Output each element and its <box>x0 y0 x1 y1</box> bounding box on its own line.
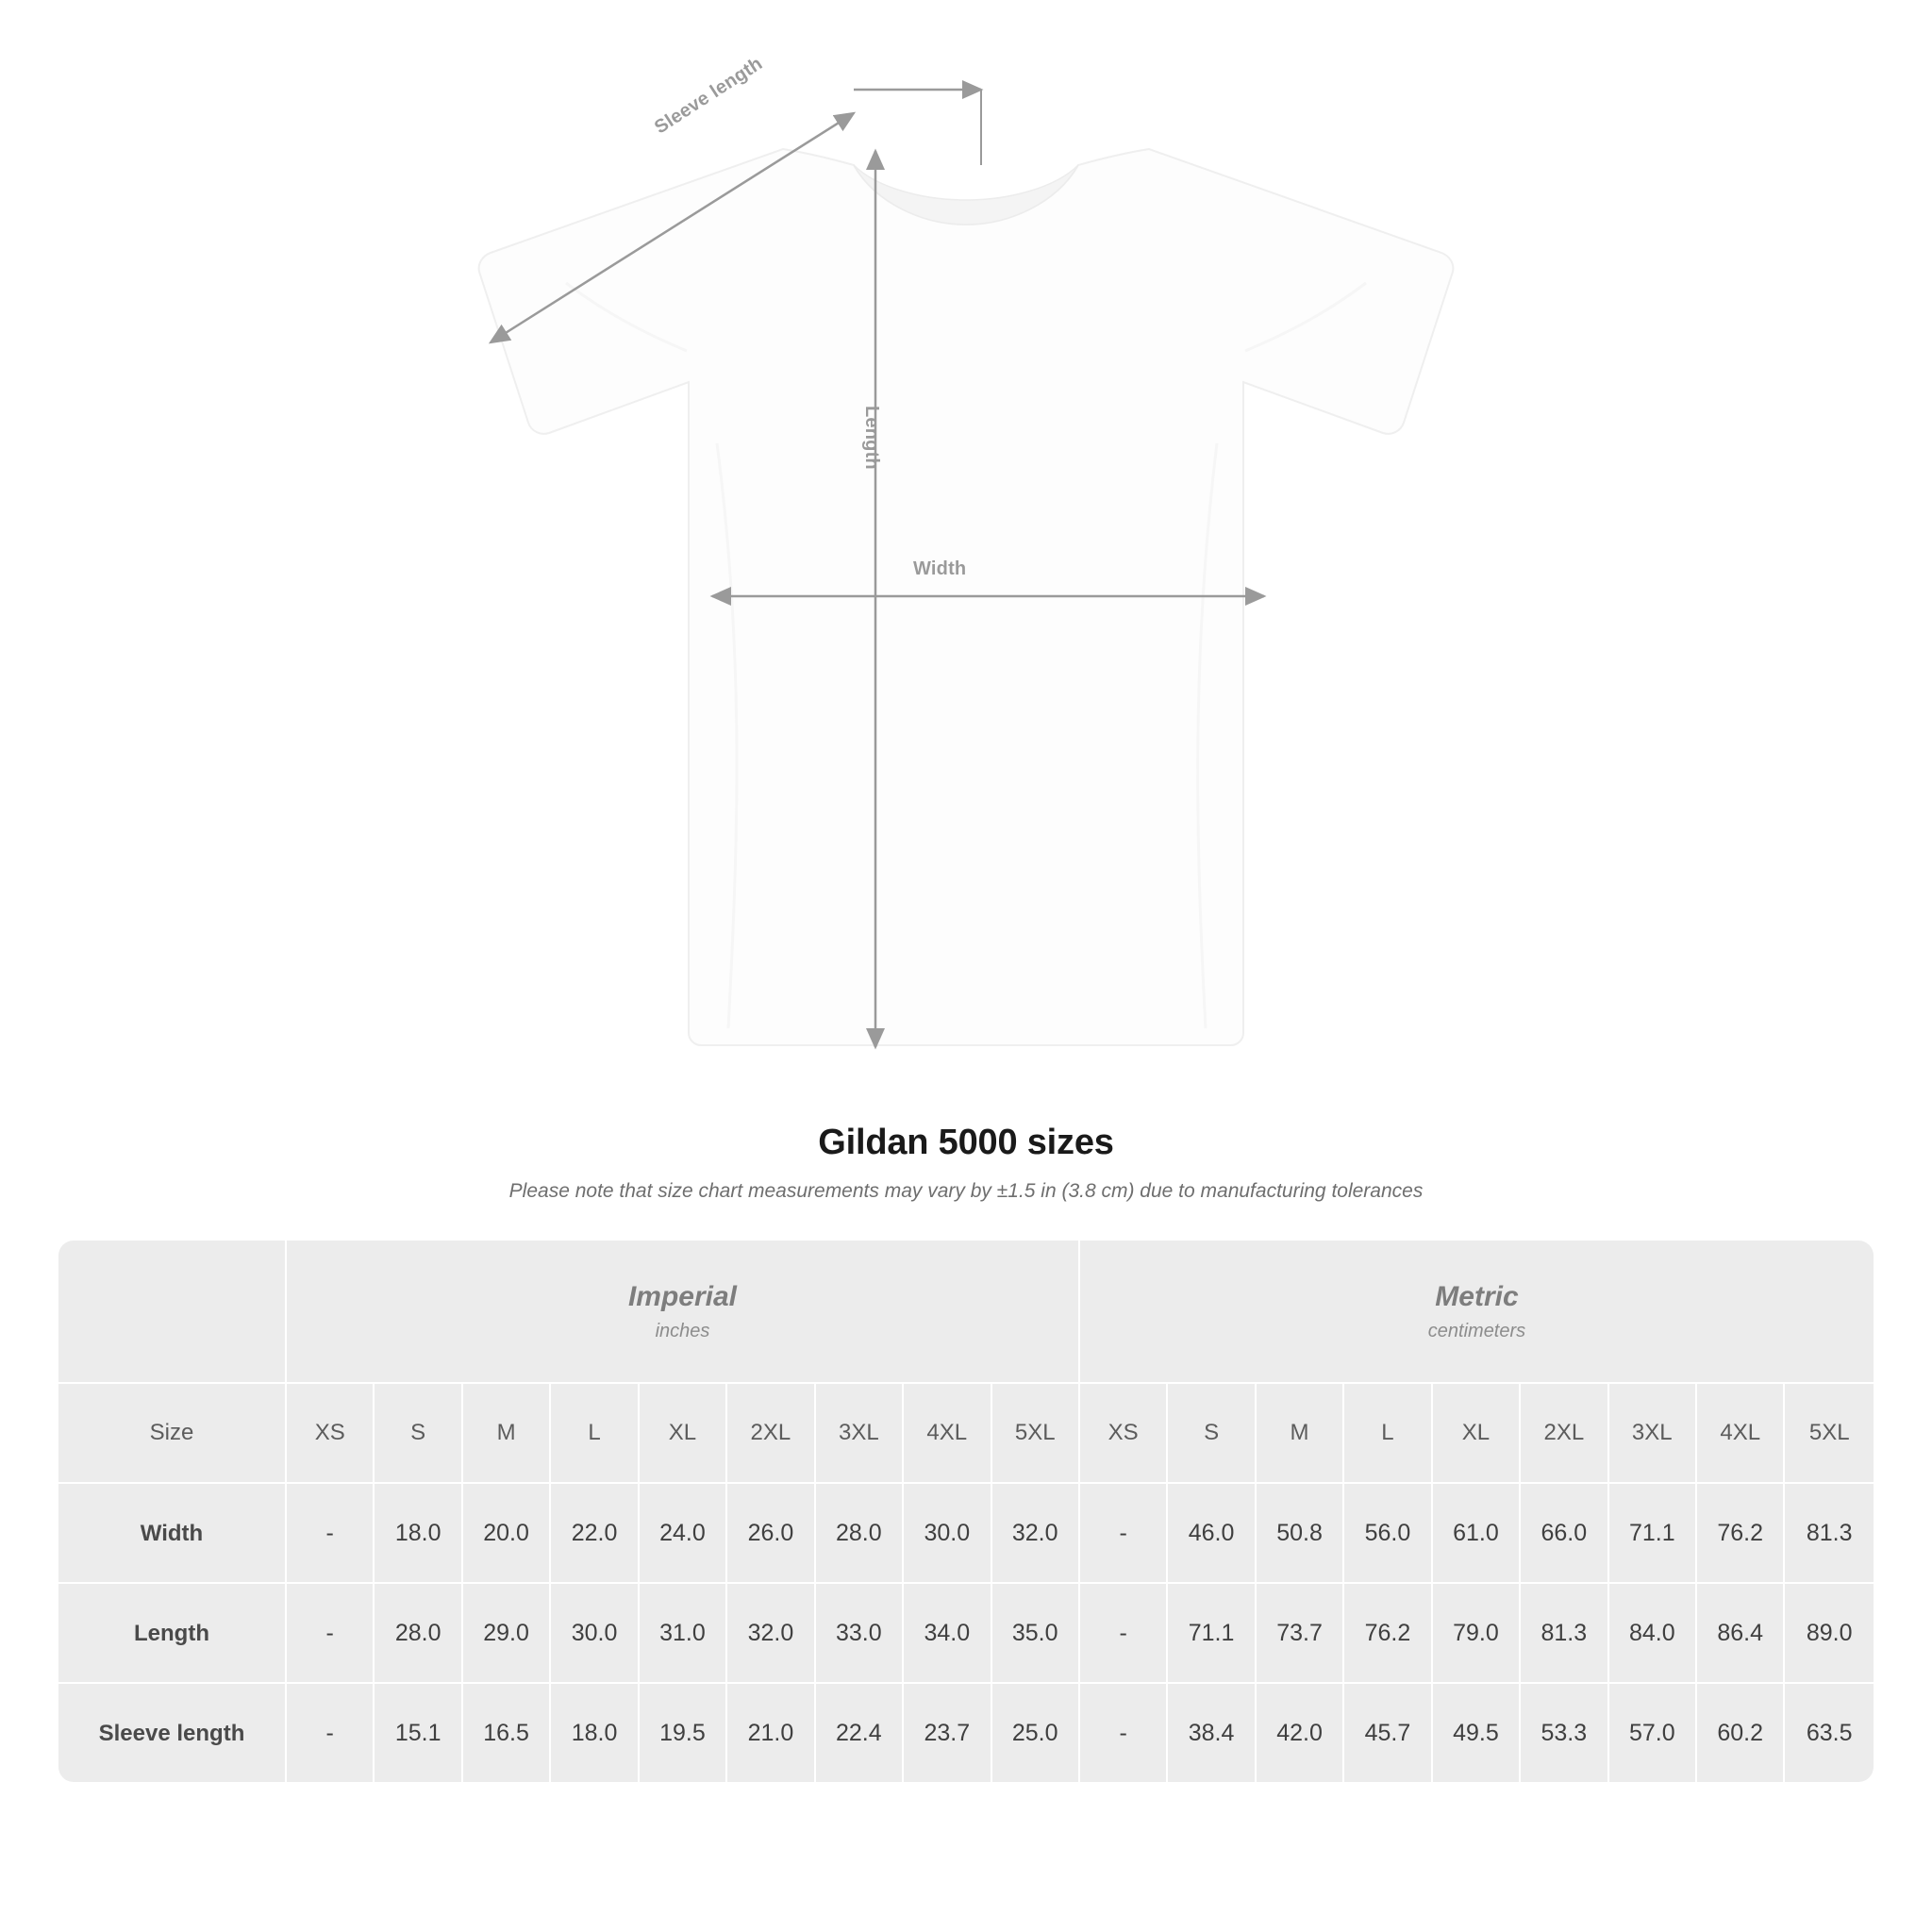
sleeve-length-label: Sleeve length <box>651 53 767 139</box>
size-table-wrapper <box>58 1241 1874 1782</box>
cell-length-metric-2xl: 81.3 <box>1521 1584 1608 1684</box>
cell-length-metric-3xl: 84.0 <box>1609 1584 1697 1684</box>
cell-sleeve-metric-2xl: 53.3 <box>1521 1684 1608 1782</box>
unit-group-metric-sub: centimeters <box>1427 1320 1526 1341</box>
unit-group-row <box>58 1241 1874 1384</box>
header-metric-4xl: 4XL <box>1697 1384 1785 1484</box>
cell-length-imperial-4xl: 34.0 <box>904 1584 991 1684</box>
cell-width-imperial-m: 20.0 <box>463 1484 551 1584</box>
cell-width-metric-l: 56.0 <box>1344 1484 1432 1584</box>
cell-sleeve-metric-m: 42.0 <box>1257 1684 1344 1782</box>
unit-group-imperial-name: Imperial <box>627 1280 737 1312</box>
table-row <box>58 1484 1874 1584</box>
cell-width-metric-3xl: 71.1 <box>1609 1484 1697 1584</box>
cell-length-imperial-m: 29.0 <box>463 1584 551 1684</box>
cell-width-imperial-xs: - <box>287 1484 375 1584</box>
cell-length-imperial-2xl: 32.0 <box>727 1584 815 1684</box>
cell-length-metric-l: 76.2 <box>1344 1584 1432 1684</box>
cell-length-imperial-3xl: 33.0 <box>816 1584 904 1684</box>
header-metric-m: M <box>1257 1384 1344 1484</box>
header-imperial-m: M <box>463 1384 551 1484</box>
cell-sleeve-metric-5xl: 63.5 <box>1785 1684 1874 1782</box>
unit-group-metric <box>1080 1241 1874 1384</box>
tolerance-note: Please note that size chart measurements may vary by ±1.5 in (3.8 cm) due to manufacturing tolerances <box>508 1180 1424 1202</box>
cell-length-metric-5xl: 89.0 <box>1785 1584 1874 1684</box>
cell-sleeve-imperial-3xl: 22.4 <box>816 1684 904 1782</box>
row-label-width <box>58 1484 287 1584</box>
cell-width-metric-m: 50.8 <box>1257 1484 1344 1584</box>
cell-sleeve-metric-l: 45.7 <box>1344 1684 1432 1782</box>
header-imperial-5xl: 5XL <box>992 1384 1080 1484</box>
cell-sleeve-imperial-5xl: 25.0 <box>992 1684 1080 1782</box>
cell-width-metric-xl: 61.0 <box>1433 1484 1521 1584</box>
cell-length-metric-s: 71.1 <box>1168 1584 1256 1684</box>
header-metric-5xl: 5XL <box>1785 1384 1874 1484</box>
size-table <box>58 1241 1874 1782</box>
cell-sleeve-imperial-m: 16.5 <box>463 1684 551 1782</box>
cell-sleeve-metric-xl: 49.5 <box>1433 1684 1521 1782</box>
cell-length-metric-xs: - <box>1080 1584 1168 1684</box>
header-imperial-xl: XL <box>640 1384 727 1484</box>
table-corner-cell <box>58 1241 287 1384</box>
cell-sleeve-metric-3xl: 57.0 <box>1609 1684 1697 1782</box>
cell-sleeve-imperial-4xl: 23.7 <box>904 1684 991 1782</box>
cell-sleeve-metric-s: 38.4 <box>1168 1684 1256 1782</box>
header-metric-l: L <box>1344 1384 1432 1484</box>
cell-width-imperial-3xl: 28.0 <box>816 1484 904 1584</box>
header-imperial-2xl: 2XL <box>727 1384 815 1484</box>
cell-length-imperial-s: 28.0 <box>375 1584 462 1684</box>
unit-group-metric-name: Metric <box>1435 1280 1519 1312</box>
header-imperial-4xl: 4XL <box>904 1384 991 1484</box>
header-metric-xs: XS <box>1080 1384 1168 1484</box>
cell-width-imperial-xl: 24.0 <box>640 1484 727 1584</box>
cell-length-metric-xl: 79.0 <box>1433 1584 1521 1684</box>
cell-width-metric-2xl: 66.0 <box>1521 1484 1608 1584</box>
header-metric-3xl: 3XL <box>1609 1384 1697 1484</box>
cell-sleeve-imperial-2xl: 21.0 <box>727 1684 815 1782</box>
length-label: Length <box>861 406 882 470</box>
table-row <box>58 1584 1874 1684</box>
header-metric-s: S <box>1168 1384 1256 1484</box>
row-label-sleeve-length <box>58 1684 287 1782</box>
width-label: Width <box>913 558 967 579</box>
row-label-width-text: Width <box>140 1520 204 1546</box>
header-size: Size <box>58 1384 287 1484</box>
header-imperial-l: L <box>551 1384 639 1484</box>
cell-sleeve-metric-xs: - <box>1080 1684 1168 1782</box>
page-title: Gildan 5000 sizes <box>818 1123 1114 1162</box>
cell-sleeve-imperial-l: 18.0 <box>551 1684 639 1782</box>
cell-width-metric-5xl: 81.3 <box>1785 1484 1874 1584</box>
row-label-length <box>58 1584 287 1684</box>
row-label-sleeve-length-text: Sleeve length <box>98 1720 245 1746</box>
cell-width-imperial-s: 18.0 <box>375 1484 462 1584</box>
header-imperial-xs: XS <box>287 1384 375 1484</box>
cell-sleeve-metric-4xl: 60.2 <box>1697 1684 1785 1782</box>
cell-width-metric-xs: - <box>1080 1484 1168 1584</box>
cell-width-imperial-5xl: 32.0 <box>992 1484 1080 1584</box>
cell-sleeve-imperial-xs: - <box>287 1684 375 1782</box>
header-metric-xl: XL <box>1433 1384 1521 1484</box>
unit-group-imperial <box>287 1241 1080 1384</box>
row-label-length-text: Length <box>134 1620 209 1646</box>
cell-sleeve-imperial-xl: 19.5 <box>640 1684 727 1782</box>
table-row <box>58 1684 1874 1782</box>
unit-group-imperial-sub: inches <box>655 1320 710 1341</box>
title-block <box>0 1123 1932 1203</box>
table-header-row <box>58 1384 1874 1484</box>
cell-width-imperial-4xl: 30.0 <box>904 1484 991 1584</box>
cell-length-metric-m: 73.7 <box>1257 1584 1344 1684</box>
cell-width-metric-s: 46.0 <box>1168 1484 1256 1584</box>
header-imperial-3xl: 3XL <box>816 1384 904 1484</box>
cell-length-imperial-5xl: 35.0 <box>992 1584 1080 1684</box>
cell-width-imperial-2xl: 26.0 <box>727 1484 815 1584</box>
cell-length-imperial-xl: 31.0 <box>640 1584 727 1684</box>
cell-length-metric-4xl: 86.4 <box>1697 1584 1785 1684</box>
cell-width-metric-4xl: 76.2 <box>1697 1484 1785 1584</box>
cell-sleeve-imperial-s: 15.1 <box>375 1684 462 1782</box>
header-metric-2xl: 2XL <box>1521 1384 1608 1484</box>
header-imperial-s: S <box>375 1384 462 1484</box>
cell-length-imperial-l: 30.0 <box>551 1584 639 1684</box>
cell-width-imperial-l: 22.0 <box>551 1484 639 1584</box>
cell-length-imperial-xs: - <box>287 1584 375 1684</box>
